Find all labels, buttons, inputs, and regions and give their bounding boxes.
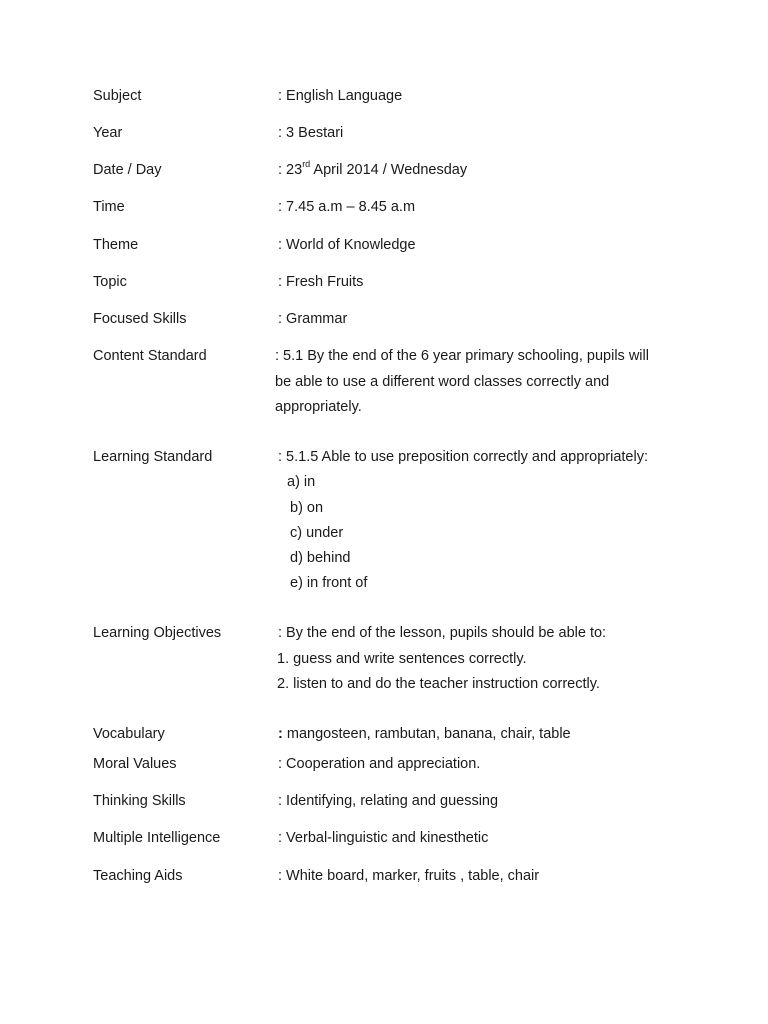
label-theme: Theme: [93, 237, 139, 253]
label-content-standard: Content Standard: [93, 348, 207, 364]
label-subject: Subject: [93, 88, 142, 104]
value-time: : 7.45 a.m – 8.45 a.m: [278, 199, 416, 215]
value-date-suffix: rd: [302, 159, 311, 169]
vocabulary-colon: :: [278, 726, 283, 742]
learning-standard-item: a) in: [287, 474, 316, 490]
value-learning-objectives: : By the end of the lesson, pupils should be able to:: [278, 625, 607, 641]
content-standard-line-1: : 5.1 By the end of the 6 year primary schooling, pupils will: [275, 348, 649, 364]
value-date-day: : 23: [278, 162, 303, 178]
value-teaching-aids: : White board, marker, fruits , table, chair: [278, 868, 540, 884]
learning-objective-item: 2. listen to and do the teacher instruction correctly.: [277, 676, 600, 692]
value-thinking-skills: : Identifying, relating and guessing: [278, 793, 499, 809]
label-vocabulary: Vocabulary: [93, 726, 165, 742]
value-learning-standard: : 5.1.5 Able to use preposition correctly and appropriately:: [278, 449, 648, 465]
label-thinking-skills: Thinking Skills: [93, 793, 186, 809]
label-time: Time: [93, 199, 125, 215]
value-vocabulary: [278, 726, 571, 742]
value-date: [278, 159, 468, 178]
label-moral-values: Moral Values: [93, 756, 177, 772]
content-standard-line-2: be able to use a different word classes correctly and: [275, 374, 610, 390]
label-teaching-aids: Teaching Aids: [93, 868, 183, 884]
label-focused-skills: Focused Skills: [93, 311, 187, 327]
label-year: Year: [93, 125, 123, 141]
value-moral-values: : Cooperation and appreciation.: [278, 756, 481, 772]
label-date: Date / Day: [93, 162, 162, 178]
label-multiple-intelligence: Multiple Intelligence: [93, 830, 221, 846]
value-subject: : English Language: [278, 88, 403, 104]
value-topic: : Fresh Fruits: [278, 274, 364, 290]
learning-objective-item: 1. guess and write sentences correctly.: [277, 651, 527, 667]
learning-standard-item: e) in front of: [290, 575, 368, 591]
vocabulary-text: mangosteen, rambutan, banana, chair, table: [282, 726, 571, 742]
label-learning-standard: Learning Standard: [93, 449, 213, 465]
learning-standard-item: d) behind: [290, 550, 351, 566]
value-theme: : World of Knowledge: [278, 237, 416, 253]
label-topic: Topic: [93, 274, 127, 290]
value-date-rest: April 2014 / Wednesday: [310, 162, 468, 178]
content-standard-line-3: appropriately.: [275, 399, 362, 415]
value-multiple-intelligence: : Verbal-linguistic and kinesthetic: [278, 830, 489, 846]
learning-standard-item: b) on: [290, 500, 324, 516]
learning-standard-item: c) under: [290, 525, 344, 541]
value-year: : 3 Bestari: [278, 125, 344, 141]
label-learning-objectives: Learning Objectives: [93, 625, 222, 641]
value-focused-skills: : Grammar: [278, 311, 348, 327]
